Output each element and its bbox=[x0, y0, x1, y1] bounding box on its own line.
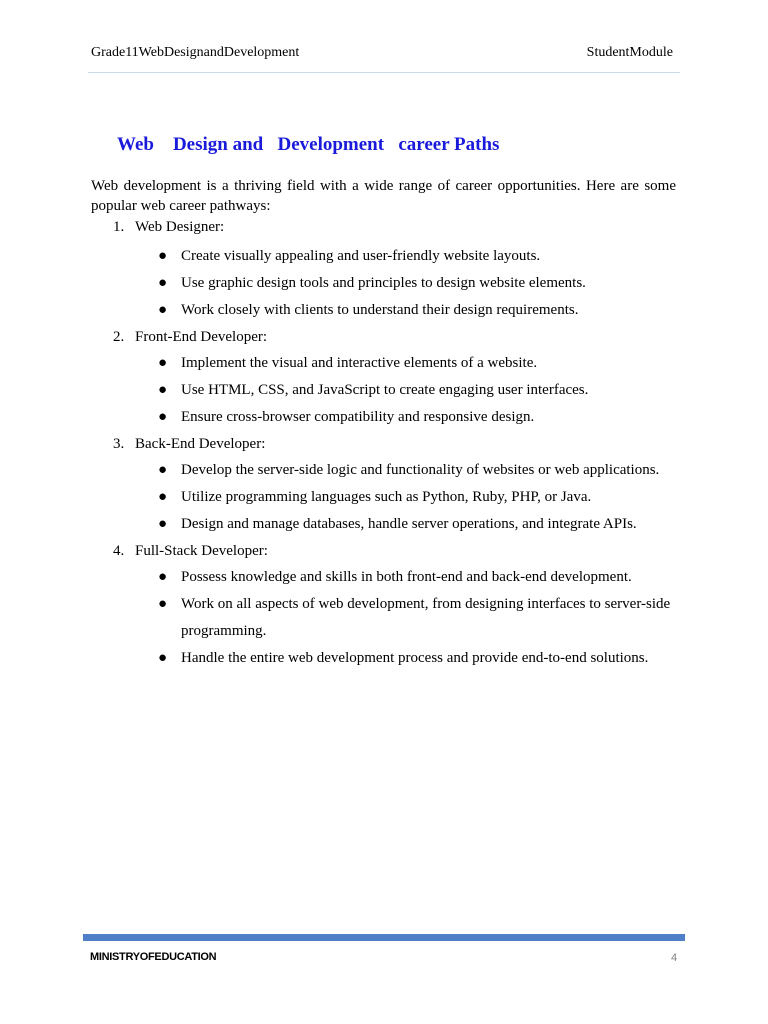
career-number: 3. bbox=[113, 436, 125, 452]
career-bullets-front-end-developer bbox=[158, 350, 678, 431]
header-course-title: Grade11WebDesignandDevelopment bbox=[91, 45, 300, 60]
list-item: ● Handle the entire web development process and provide end-to-end solutions. bbox=[158, 645, 678, 672]
header-divider bbox=[88, 72, 680, 73]
career-bullets-back-end-developer bbox=[158, 457, 678, 538]
career-item-web-designer bbox=[113, 217, 673, 237]
career-item-full-stack-developer bbox=[113, 541, 673, 561]
list-item: ● Use graphic design tools and principles to design website elements. bbox=[158, 270, 678, 297]
career-name: Back-End Developer: bbox=[135, 436, 266, 452]
list-item: ● Design and manage databases, handle server operations, and integrate APIs. bbox=[158, 511, 678, 538]
bullet-icon: ● bbox=[158, 650, 168, 666]
career-bullets-full-stack-developer bbox=[158, 564, 678, 672]
bullet-icon: ● bbox=[158, 409, 168, 425]
career-item-front-end-developer bbox=[113, 327, 673, 347]
footer-ministry-label: MINISTRYOFEDUCATION bbox=[90, 951, 217, 963]
career-number: 1. bbox=[113, 219, 125, 235]
bullet-icon: ● bbox=[158, 302, 168, 318]
list-item: ● Implement the visual and interactive elements of a website. bbox=[158, 350, 678, 377]
career-name: Full-Stack Developer: bbox=[135, 543, 268, 559]
bullet-icon: ● bbox=[158, 489, 168, 505]
career-name: Web Designer: bbox=[135, 219, 225, 235]
career-name: Front-End Developer: bbox=[135, 329, 268, 345]
intro-paragraph: Web development is a thriving field with a wide range of career opportunities. Here are some popular web career pathways: bbox=[91, 178, 676, 214]
list-item: ● Develop the server-side logic and functionality of websites or web applications. bbox=[158, 457, 678, 484]
section-title: Web Design and Development career Paths bbox=[117, 134, 500, 155]
career-bullets-web-designer bbox=[158, 243, 678, 324]
bullet-icon: ● bbox=[158, 516, 168, 532]
career-number: 4. bbox=[113, 543, 125, 559]
list-item: ● Possess knowledge and skills in both front-end and back-end development. bbox=[158, 564, 678, 591]
career-number: 2. bbox=[113, 329, 125, 345]
list-item: ● Work closely with clients to understand their design requirements. bbox=[158, 297, 678, 324]
list-item: ● Work on all aspects of web development, from designing interfaces to server-side programming. bbox=[158, 591, 678, 645]
bullet-icon: ● bbox=[158, 355, 168, 371]
bullet-icon: ● bbox=[158, 275, 168, 291]
list-item: ● Use HTML, CSS, and JavaScript to create engaging user interfaces. bbox=[158, 377, 678, 404]
list-item: ● Create visually appealing and user-friendly website layouts. bbox=[158, 243, 678, 270]
bullet-icon: ● bbox=[158, 462, 168, 478]
bullet-icon: ● bbox=[158, 569, 168, 585]
header-module-label: StudentModule bbox=[586, 45, 673, 60]
bullet-icon: ● bbox=[158, 596, 168, 612]
footer-bar bbox=[83, 934, 685, 941]
bullet-icon: ● bbox=[158, 382, 168, 398]
bullet-icon: ● bbox=[158, 248, 168, 264]
career-item-back-end-developer bbox=[113, 434, 673, 454]
list-item: ● Ensure cross-browser compatibility and responsive design. bbox=[158, 404, 678, 431]
page-header bbox=[91, 45, 673, 65]
page-number: 4 bbox=[671, 952, 678, 964]
list-item: ● Utilize programming languages such as Python, Ruby, PHP, or Java. bbox=[158, 484, 678, 511]
